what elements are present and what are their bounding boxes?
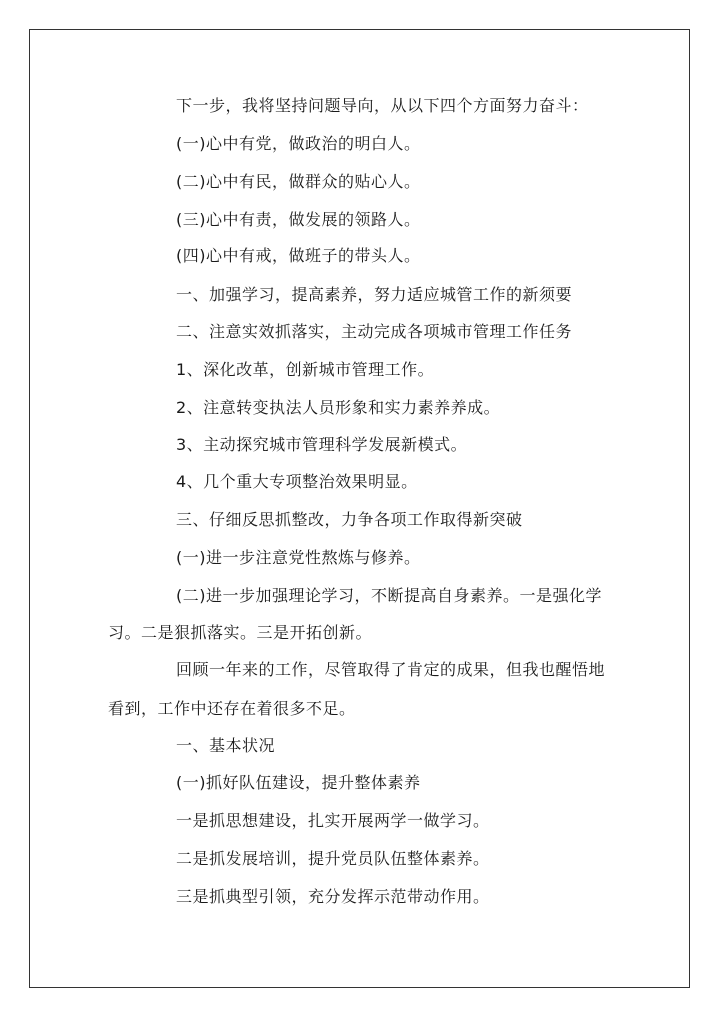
section-heading: 一、基本状况 [176, 736, 276, 755]
list-item: 2、注意转变执法人员形象和实力素养养成。 [176, 398, 501, 417]
paragraph-line: (二)进一步加强理论学习，不断提高自身素养。一是强化学 [176, 586, 602, 605]
list-item: (一)抓好队伍建设，提升整体素养 [176, 773, 421, 792]
list-item: 三是抓典型引领，充分发挥示范带动作用。 [176, 887, 490, 906]
paragraph-line: 习。二是狠抓落实。三是开拓创新。 [108, 623, 373, 642]
list-item: 二是抓发展培训，提升党员队伍整体素养。 [176, 849, 490, 868]
list-item: 1、深化改革，创新城市管理工作。 [176, 360, 435, 379]
list-item: 一是抓思想建设，扎实开展两学一做学习。 [176, 811, 490, 830]
list-item: 4、几个重大专项整治效果明显。 [176, 472, 418, 491]
list-item: 3、主动探究城市管理科学发展新模式。 [176, 435, 468, 454]
paragraph-line: 回顾一年来的工作，尽管取得了肯定的成果，但我也醒悟地 [176, 660, 606, 679]
section-heading: 二、注意实效抓落实，主动完成各项城市管理工作任务 [176, 322, 573, 341]
list-item: (三)心中有责，做发展的领路人。 [176, 210, 421, 229]
list-item: (四)心中有戒，做班子的带头人。 [176, 246, 421, 265]
paragraph-intro: 下一步，我将坚持问题导向，从以下四个方面努力奋斗： [176, 96, 589, 115]
list-item: (一)心中有党，做政治的明白人。 [176, 134, 421, 153]
list-item: (二)心中有民，做群众的贴心人。 [176, 172, 421, 191]
section-heading: 一、加强学习，提高素养，努力适应城管工作的新须要 [176, 285, 573, 304]
list-item: (一)进一步注意党性熬炼与修养。 [176, 548, 421, 567]
section-heading: 三、仔细反思抓整改，力争各项工作取得新突破 [176, 510, 523, 529]
paragraph-line: 看到，工作中还存在着很多不足。 [108, 699, 356, 718]
